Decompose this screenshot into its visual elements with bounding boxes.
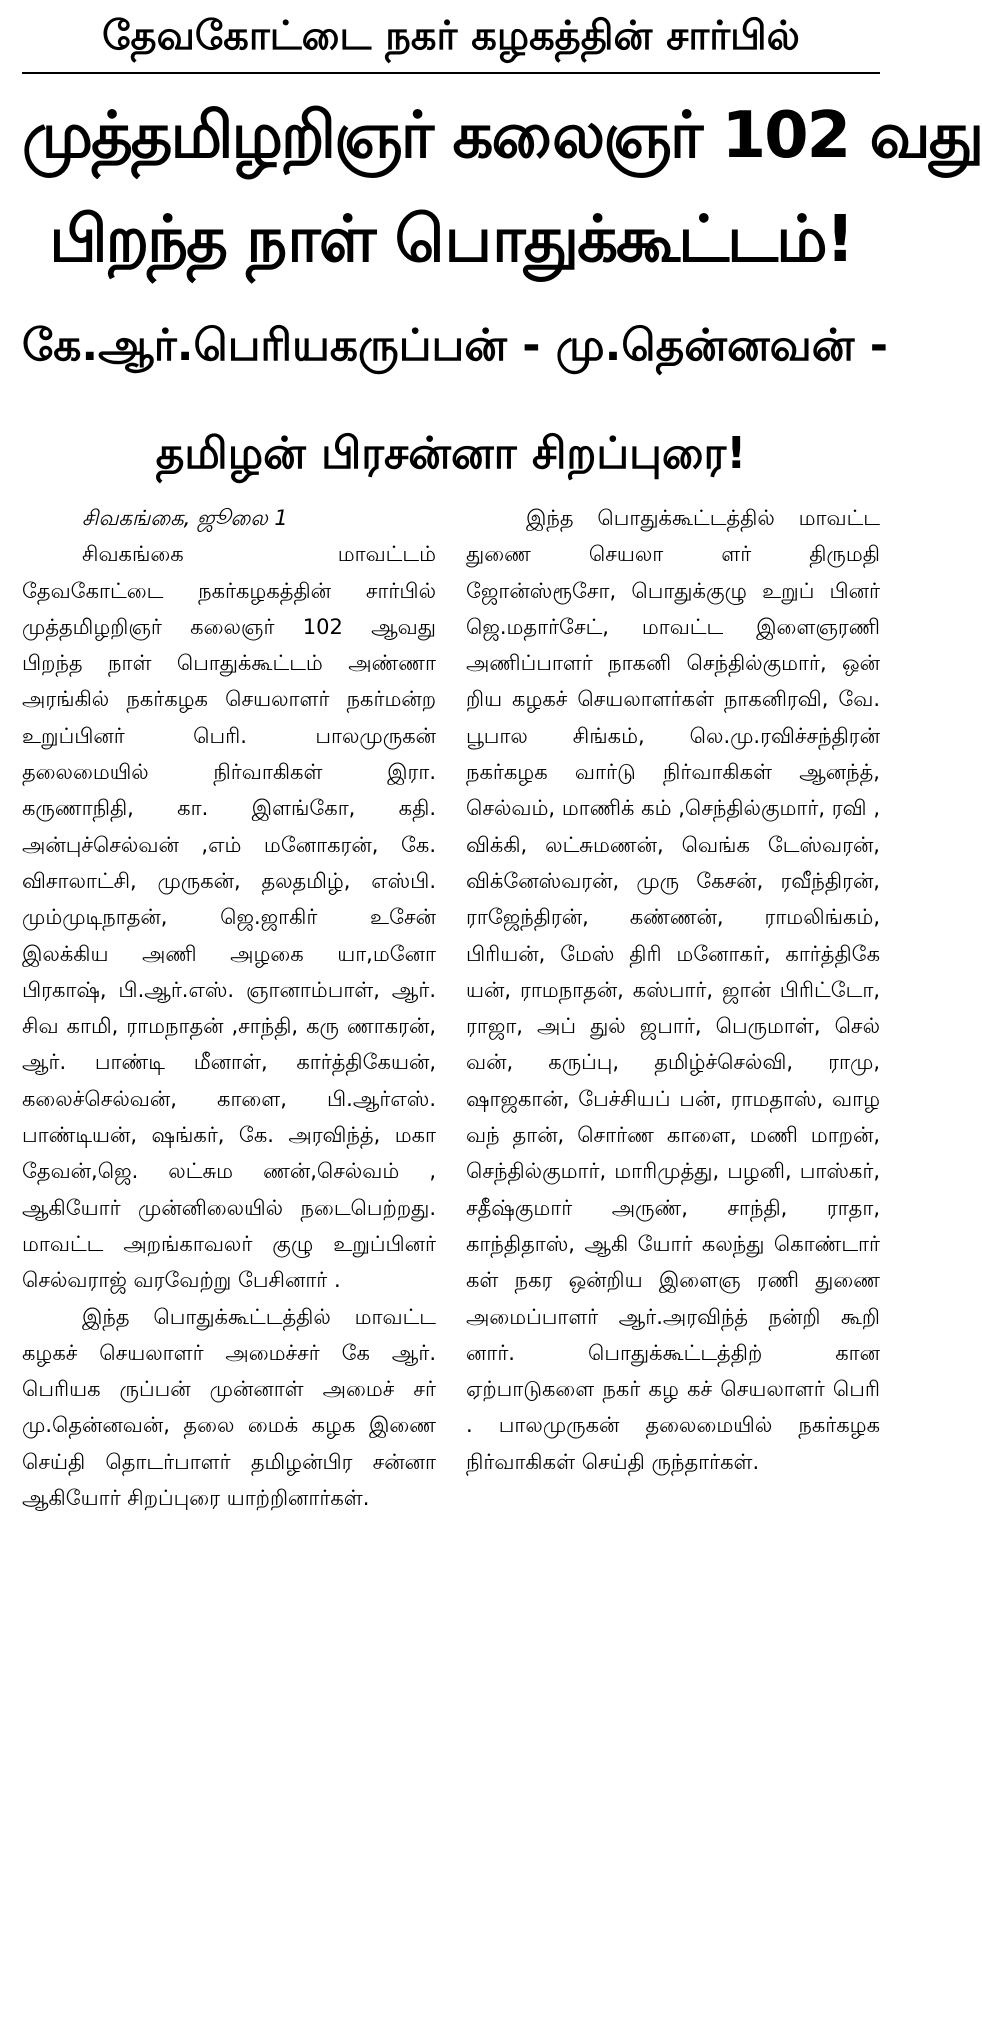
headline-line-1: முத்தமிழறிஞர் கலைஞர் 102 வது: [22, 99, 982, 173]
paragraph: இந்த பொதுக்கூட்டத்தில் மாவட்ட துணை செயலா ளர் திருமதி ஜோன்ஸ்ரூசோ, பொதுக்குழு உறுப் பினர் ஜெ.மதார்சேட், மாவட்ட இளைஞரணி அணிப்பாளர் நாகனி செந்தில்குமார், ஒன் றிய கழகச் செயலாளர்கள் நாகனிரவி, வே. பூபால சிங்கம், லெ.மு.ரவிச்சந்திரன் நகர்கழக வார்டு நிர்வாகிகள் ஆனந்த், செல்வம், மாணிக் கம் ,செந்தில்குமார், ரவி , விக்கி, லட்சுமணன், வெங்க டேஸ்வரன், விக்னேஸ்வரன், முரு கேசன், ரவீந்திரன், ராஜேந்திரன், கண்ணன், ராமலிங்கம், பிரியன், மேஸ் திரி மனோகர், கார்த்திகே யன், ராமநாதன், கஸ்பார், ஜான் பிரிட்டோ, ராஜா, அப் துல் ஜபார், பெருமாள், செல் வன், கருப்பு, தமிழ்ச்செல்வி, ராமு, ஷாஜகான், பேச்சியப் பன், ராமதாஸ், வாழ வந் தான், சொர்ண காளை, மணி மாறன், செந்தில்குமார், மாரிமுத்து, பழனி, பாஸ்கர், சதீஷ்குமார் அருண், சாந்தி, ராதா, காந்திதாஸ், ஆகி யோர் கலந்து கொண்டார் கள் நகர ஒன்றிய இளைஞ ரணி துணை அமைப்பாளர் ஆர்.அரவிந்த் நன்றி கூறி னார். பொதுக்கூட்டத்திற் கான ஏற்பாடுகளை நகர் கழ கச் செயலாளர் பெரி . பாலமுருகன் தலைமையில் நகர்கழக நிர்வாகிகள் செய்தி ருந்தார்கள்.: [466, 506, 880, 1474]
article-column-left: [22, 500, 436, 1516]
headline-line-2: பிறந்த நாள் பொதுக்கூட்டம்!: [49, 203, 853, 277]
paragraph: இந்த பொதுக்கூட்டத்தில் மாவட்ட கழகச் செயலாளர் அமைச்சர் கே ஆர். பெரியக ருப்பன் முன்னாள் அமைச் சர் மு.தென்னவன், தலை மைக் கழக இணை செய்தி தொடர்பாளர் தமிழன்பிர சன்னா ஆகியோர் சிறப்புரை யாற்றினார்கள்.: [22, 1304, 436, 1511]
subhead-line-2: தமிழன் பிரசன்னா சிறப்புரை!: [155, 428, 747, 479]
article-column-right: [466, 500, 880, 1516]
kicker-line: தேவகோட்டை நகர் கழகத்தின் சார்பில்: [102, 13, 800, 59]
paragraph: சிவகங்கை மாவட்டம் தேவகோட்டை நகர்கழகத்தின் சார்பில் முத்தமிழறிஞர் கலைஞர் 102 ஆவது பிறந்த நாள் பொதுக்கூட்டம் அண்ணா அரங்கில் நகர்கழக செயலாளர் நகர்மன்ற உறுப்பினர் பெரி. பாலமுருகன் தலைமையில் நிர்வாகிகள் இரா. கருணாநிதி, கா. இளங்கோ, கதி. அன்புச்செல்வன் ,எம் மனோகரன், கே. விசாலாட்சி, முருகன், தலதமிழ், எஸ்பி. மும்முடிநாதன், ஜெ.ஜாகிர் உசேன் இலக்கிய அணி அழகை யா,மனோ பிரகாஷ், பி.ஆர்.எஸ். ஞானாம்பாள், ஆர். சிவ காமி, ராமநாதன் ,சாந்தி, கரு ணாகரன், ஆர். பாண்டி மீனாள், கார்த்திகேயன், கலைச்செல்வன், காளை, பி.ஆர்எஸ். பாண்டியன், ஷங்கர், கே. அரவிந்த், மகா தேவன்,ஜெ. லட்சும ணன்,செல்வம் , ஆகியோர் முன்னிலையில் நடைபெற்றது. மாவட்ட அறங்காவலர் குழு உறுப்பினர் செல்வராஜ் வரவேற்று பேசினார் .: [22, 542, 436, 1293]
header-divider: [22, 72, 880, 74]
article-body: [22, 500, 880, 1516]
subhead-line-1: கே.ஆர்.பெரியகருப்பன் - மு.தென்னவன் -: [22, 320, 888, 371]
dateline: சிவகங்கை, ஜூலை 1: [82, 506, 288, 530]
